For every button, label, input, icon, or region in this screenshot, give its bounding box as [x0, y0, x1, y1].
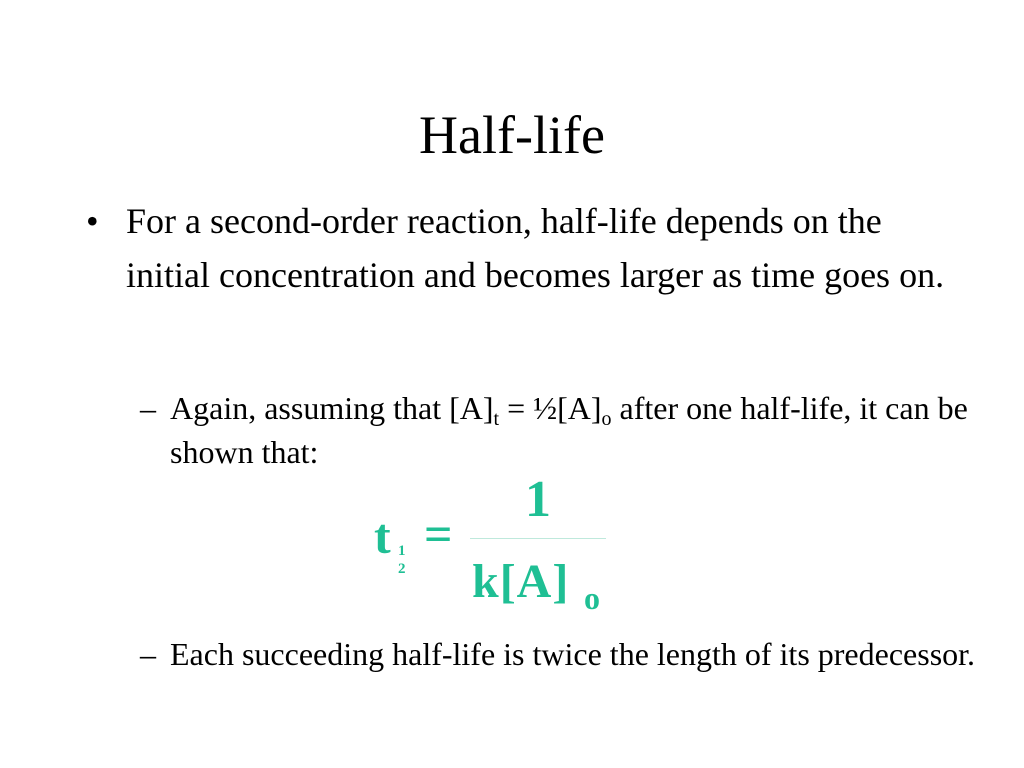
sub-bullet-marker: –: [140, 390, 156, 426]
sub-bullet-succeeding: [140, 632, 980, 676]
subscript-o: o: [601, 408, 612, 430]
formula-equals: =: [424, 506, 453, 562]
sub-bullet-marker: –: [140, 636, 156, 672]
sub-bullet-assumption: [140, 386, 980, 474]
formula-denominator: k[A]: [472, 555, 570, 608]
text-suffix: after one half-life, it can be shown that:: [170, 390, 968, 470]
formula-fraction-bar: [470, 538, 606, 539]
bullet-text: For a second-order reaction, half-life depends on the initial concentration and becomes larger as time goes on.: [126, 201, 945, 295]
formula-denominator-subscript: o: [584, 580, 600, 616]
subscript-t: t: [493, 408, 500, 430]
sub-bullet-text: Each succeeding half-life is twice the length of its predecessor.: [170, 636, 976, 672]
sub-bullet-text: [170, 386, 980, 474]
formula-numerator: 1: [525, 471, 551, 528]
formula-half-denominator: 2: [398, 561, 406, 577]
half-life-formula: [360, 470, 620, 620]
bullet-point: [86, 194, 946, 302]
text-prefix: Again, assuming that [A]: [170, 390, 494, 426]
formula-half-numerator: 1: [398, 543, 406, 559]
slide-title: Half-life: [419, 105, 605, 165]
text-middle: = ½[A]: [499, 390, 602, 426]
formula-t-symbol: t: [374, 508, 391, 564]
bullet-marker: •: [86, 201, 99, 241]
